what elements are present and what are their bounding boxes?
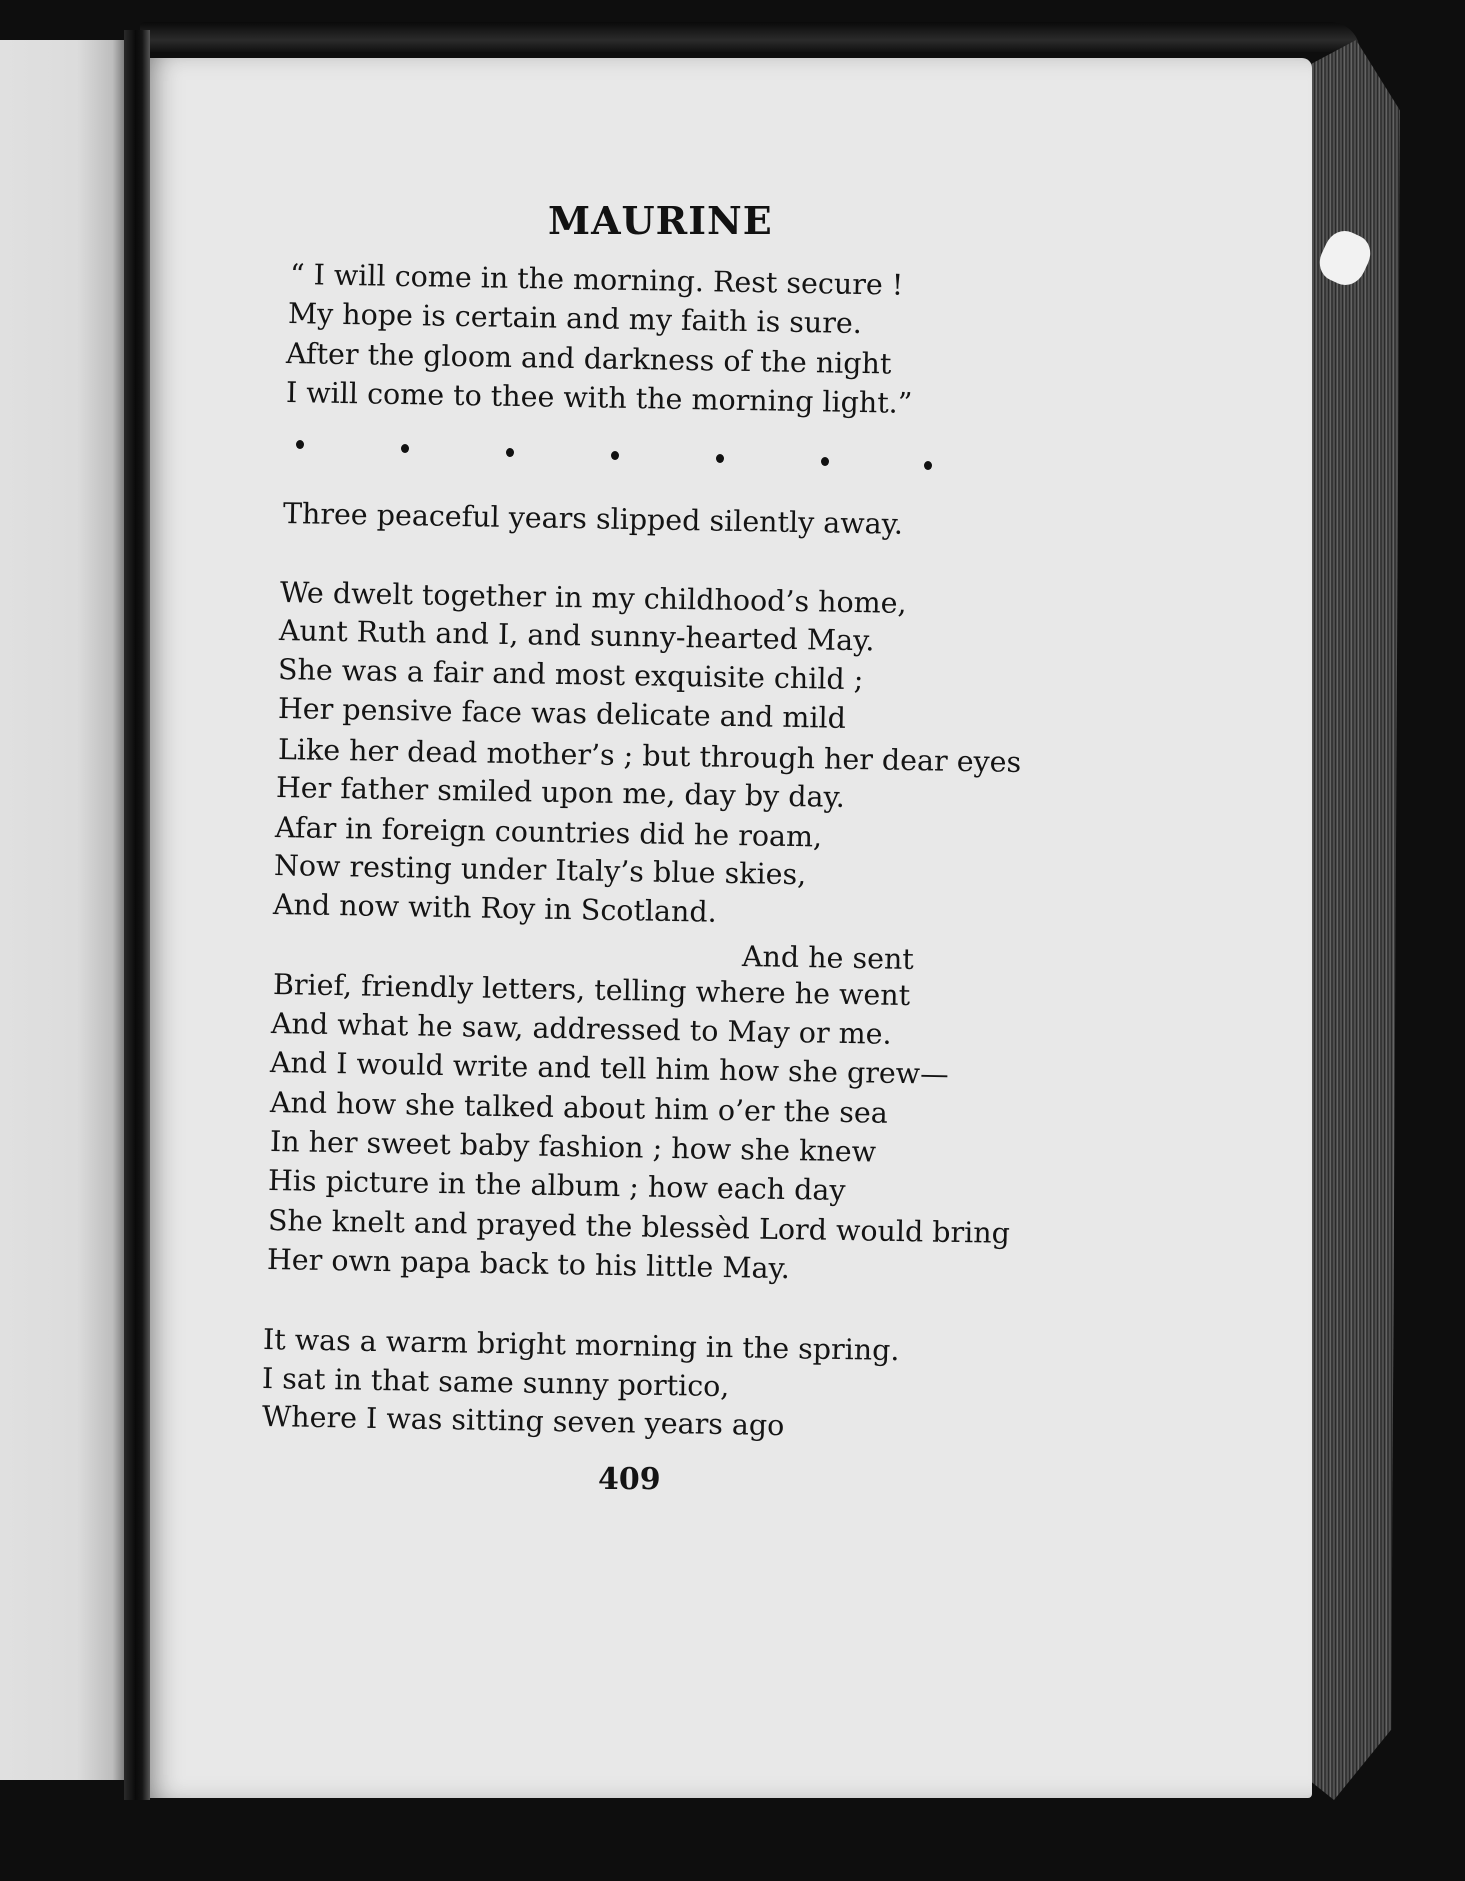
poem-line: After the gloom and darkness of the night <box>285 337 892 381</box>
poem-line: And now with Roy in Scotland. <box>272 888 717 929</box>
poem-line: And how she talked about him o’er the sea <box>269 1086 889 1130</box>
poem-line: Like her dead mother’s ; but through her dear eyes <box>277 733 1022 779</box>
poem-line: “ I will come in the morning. Rest secure ! <box>289 258 904 302</box>
page-number: 409 <box>598 1462 661 1497</box>
poem-line: We dwelt together in my childhood’s home, <box>279 576 907 620</box>
poem-line: And he sent <box>741 940 915 976</box>
left-facing-page <box>0 40 128 1780</box>
poem-line: She was a fair and most exquisite child ; <box>277 653 864 697</box>
ellipsis-dot <box>506 448 514 457</box>
book-gutter <box>124 30 150 1800</box>
ellipsis-dot <box>716 454 724 463</box>
ellipsis-dot <box>611 451 619 460</box>
poem-line: Where I was sitting seven years ago <box>261 1400 785 1443</box>
poem-line: I sat in that same sunny portico, <box>261 1362 730 1404</box>
poem-line: Three peaceful years slipped silently away. <box>282 497 904 541</box>
poem-line: It was a warm bright morning in the spring. <box>262 1323 900 1368</box>
poem-line: Now resting under Italy’s blue skies, <box>273 849 807 892</box>
poem-line: Brief, friendly letters, telling where he went <box>272 968 911 1013</box>
ellipsis-dot <box>821 457 829 466</box>
poem-line: I will come to thee with the morning light.” <box>285 376 913 420</box>
poem-line: Her own papa back to his little May. <box>266 1243 791 1286</box>
ellipsis-dot <box>401 444 409 453</box>
poem-line: Afar in foreign countries did he roam, <box>274 811 823 854</box>
running-head: MAURINE <box>548 198 773 243</box>
poem-line: Her father smiled upon me, day by day. <box>275 771 846 814</box>
poem-line: Aunt Ruth and I, and sunny-hearted May. <box>278 614 875 658</box>
poem-line: His picture in the album ; how each day <box>267 1164 846 1208</box>
poem-line: My hope is certain and my faith is sure. <box>287 297 863 341</box>
poem-line: Her pensive face was delicate and mild <box>277 692 847 735</box>
ellipsis-dot <box>924 461 932 470</box>
ellipsis-dot <box>296 440 304 449</box>
book-top-edge <box>140 22 1360 52</box>
poem-line: She knelt and prayed the blessèd Lord would bring <box>267 1204 1011 1250</box>
poem-line: And what he saw, addressed to May or me. <box>270 1007 892 1051</box>
poem-line: And I would write and tell him how she grew— <box>269 1046 949 1091</box>
poem-line: In her sweet baby fashion ; how she knew <box>269 1125 877 1169</box>
